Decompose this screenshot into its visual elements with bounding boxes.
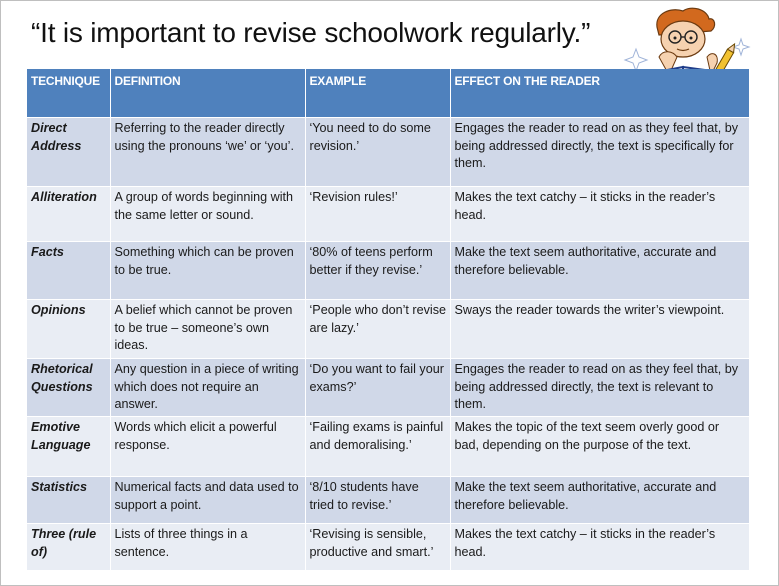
definition-cell: Referring to the reader directly using the pronouns ‘we’ or ‘you’. — [110, 118, 305, 187]
example-cell: ‘People who don’t revise are lazy.’ — [305, 300, 450, 359]
definition-cell: A belief which cannot be proven to be true – someone’s own ideas. — [110, 300, 305, 359]
effect-cell: Makes the topic of the text seem overly good or bad, depending on the purpose of the text. — [450, 417, 749, 477]
effect-cell: Make the text seem authoritative, accurate and therefore believable. — [450, 477, 749, 524]
effect-cell: Make the text seem authoritative, accurate and therefore believable. — [450, 242, 749, 300]
technique-cell: Alliteration — [27, 187, 110, 242]
slide-title: “It is important to revise schoolwork regularly.” — [31, 17, 591, 48]
example-cell: ‘Do you want to fail your exams?’ — [305, 359, 450, 417]
table-row — [27, 300, 749, 359]
table-header-row — [27, 69, 749, 118]
table-row — [27, 242, 749, 300]
technique-cell: Emotive Language — [27, 417, 110, 477]
example-cell: ‘Failing exams is painful and demoralising.’ — [305, 417, 450, 477]
table-row — [27, 187, 749, 242]
definition-cell: Lists of three things in a sentence. — [110, 524, 305, 570]
techniques-table — [27, 69, 750, 570]
definition-cell: Something which can be proven to be true. — [110, 242, 305, 300]
header-definition: DEFINITION — [110, 69, 305, 118]
technique-cell: Opinions — [27, 300, 110, 359]
effect-cell: Sways the reader towards the writer’s viewpoint. — [450, 300, 749, 359]
table-row — [27, 417, 749, 477]
example-cell: ‘80% of teens perform better if they revise.’ — [305, 242, 450, 300]
effect-cell: Engages the reader to read on as they feel that, by being addressed directly, the text is relevant to them. — [450, 359, 749, 417]
effect-cell: Engages the reader to read on as they feel that, by being addressed directly, the text is specifically for them. — [450, 118, 749, 187]
table-row — [27, 118, 749, 187]
definition-cell: A group of words beginning with the same letter or sound. — [110, 187, 305, 242]
definition-cell: Words which elicit a powerful response. — [110, 417, 305, 477]
table-row — [27, 359, 749, 417]
example-cell: ‘You need to do some revision.’ — [305, 118, 450, 187]
effect-cell: Makes the text catchy – it sticks in the reader’s head. — [450, 524, 749, 570]
table-row — [27, 524, 749, 570]
technique-cell: Direct Address — [27, 118, 110, 187]
header-technique: TECHNIQUE — [27, 69, 110, 118]
example-cell: ‘Revising is sensible, productive and smart.’ — [305, 524, 450, 570]
technique-cell: Rhetorical Questions — [27, 359, 110, 417]
definition-cell: Any question in a piece of writing which does not require an answer. — [110, 359, 305, 417]
table-row — [27, 477, 749, 524]
definition-cell: Numerical facts and data used to support a point. — [110, 477, 305, 524]
effect-cell: Makes the text catchy – it sticks in the reader’s head. — [450, 187, 749, 242]
technique-cell: Statistics — [27, 477, 110, 524]
example-cell: ‘Revision rules!’ — [305, 187, 450, 242]
example-cell: ‘8/10 students have tried to revise.’ — [305, 477, 450, 524]
technique-cell: Facts — [27, 242, 110, 300]
header-effect: EFFECT ON THE READER — [450, 69, 749, 118]
header-example: EXAMPLE — [305, 69, 450, 118]
technique-cell: Three (rule of) — [27, 524, 110, 570]
